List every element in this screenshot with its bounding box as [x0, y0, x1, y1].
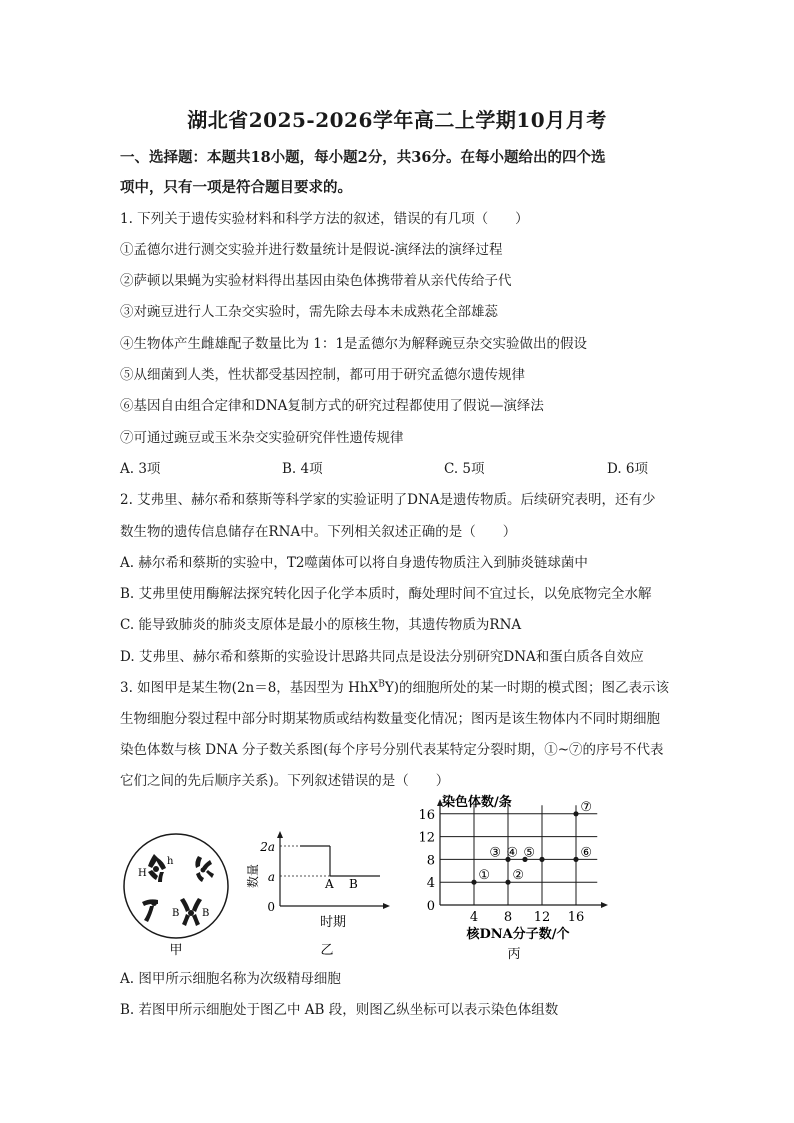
- bing-data-point: [573, 857, 578, 862]
- q1-option-d: D. 6项: [607, 461, 649, 477]
- yi-tick-2a: 2a: [260, 840, 275, 854]
- bing-y-tick: 12: [418, 830, 435, 846]
- bing-points: [471, 800, 592, 885]
- yi-x-label: 时期: [319, 915, 347, 930]
- q3-stem-line2: 生物细胞分裂过程中部分时期某物质或结构数量变化情况；图丙是该生物体内不同时期细胞: [120, 711, 660, 727]
- q3-stem-line4: 它们之间的先后顺序关系)。下列叙述错误的是（ ）: [120, 773, 450, 789]
- q2-option-d: D. 艾弗里、赫尔希和蔡斯的实验设计思路共同点是设法分别研究DNA和蛋白质各自效应: [120, 649, 644, 665]
- q1-statement: ①孟德尔进行测交实验并进行数量统计是假说-演绎法的演绎过程: [120, 242, 503, 258]
- q1-statement: ⑤从细菌到人类，性状都受基因控制，都可用于研究孟德尔遗传规律: [120, 367, 525, 383]
- bing-y-tick: 8: [426, 853, 435, 869]
- bing-data-point: [471, 880, 476, 885]
- q1-statement: ③对豌豆进行人工杂交实验时，需先除去母本未成熟花全部雄蕊: [120, 304, 498, 320]
- q3-stem-line3: 染色体数与核 DNA 分子数关系图(每个序号分别代表某特定分裂时期，①~⑦的序号不代表: [120, 742, 664, 758]
- figure-bing: [410, 790, 620, 962]
- q2-option-b: B. 艾弗里使用酶解法探究转化因子化学本质时，酶处理时间不宜过长，以免底物完全水解: [120, 586, 652, 602]
- q2-option-a: A. 赫尔希和蔡斯的实验中，T2噬菌体可以将自身遗传物质注入到肺炎链球菌中: [120, 555, 588, 571]
- section-heading-line1: 一、选择题：本题共18小题，每小题2分，共36分。在每小题给出的四个选: [120, 149, 606, 166]
- yi-step-line: [280, 846, 380, 876]
- bing-y-label: 染色体数/条: [442, 795, 512, 810]
- chromosome-pair-h: [148, 854, 166, 882]
- bing-y-tick: 4: [426, 876, 435, 892]
- gene-label-H: H: [138, 868, 147, 879]
- cell-membrane: [124, 834, 228, 938]
- gene-label-h: h: [167, 856, 174, 867]
- bing-y-ticks: [418, 808, 435, 914]
- bing-y-tick: 16: [418, 807, 435, 823]
- gene-label-B-right: B: [202, 908, 210, 919]
- yi-point-A: A: [325, 877, 334, 891]
- q1-option-c: C. 5项: [444, 461, 485, 477]
- yi-point-B: B: [349, 877, 358, 891]
- yi-x-arrow-icon: [383, 903, 390, 909]
- figure-bing-caption: 丙: [507, 947, 521, 962]
- gene-label-B-left: B: [172, 908, 180, 919]
- bing-x-label: 核DNA分子数/个: [466, 927, 570, 942]
- yi-y-arrow-icon: [277, 831, 283, 838]
- bing-data-point: [573, 811, 578, 816]
- q3-stem-text-b: Y)的细胞所处的某一时期的模式图；图乙表示该: [384, 680, 669, 696]
- bing-point-label: ④: [506, 845, 519, 861]
- bing-x-tick: 8: [503, 910, 513, 925]
- yi-tick-a: a: [267, 870, 275, 884]
- bing-point-label: ②: [512, 868, 525, 884]
- q3-stem-line1: [120, 676, 669, 696]
- bing-x-tick: 16: [567, 910, 585, 925]
- bing-point-label: ⑤: [523, 845, 536, 861]
- q1-option-b: B. 4项: [282, 461, 323, 477]
- chromosome-pair-right: [195, 856, 214, 882]
- yi-origin: 0: [267, 900, 275, 914]
- q3-option-a: A. 图甲所示细胞名称为次级精母细胞: [120, 971, 341, 987]
- figure-jia: [118, 828, 238, 958]
- bing-x-tick: 12: [533, 910, 551, 925]
- bing-point-label: ⑦: [580, 799, 593, 815]
- bing-point-label: ①: [478, 868, 491, 884]
- q3-stem-superscript: B: [378, 679, 385, 690]
- bing-x-arrow-icon: [601, 902, 608, 908]
- bing-grid: [440, 805, 597, 905]
- bing-y-tick: 0: [426, 899, 435, 914]
- q3-stem-text-a: 3. 如图甲是某生物(2n＝8，基因型为 HhX: [120, 680, 379, 696]
- q2-stem-line1: 2. 艾弗里、赫尔希和蔡斯等科学家的实验证明了DNA是遗传物质。后续研究表明，还有少: [120, 492, 656, 508]
- q1-stem: 1. 下列关于遗传实验材料和科学方法的叙述，错误的有几项（ ）: [120, 211, 529, 227]
- bing-point-label: ③: [489, 845, 502, 861]
- page-title: 湖北省2025-2026学年高二上学期10月月考: [187, 108, 607, 132]
- q3-option-b: B. 若图甲所示细胞处于图乙中 AB 段，则图乙纵坐标可以表示染色体组数: [120, 1002, 559, 1018]
- q1-statement: ⑦可通过豌豆或玉米杂交实验研究伴性遗传规律: [120, 430, 404, 446]
- q2-stem-line2: 数生物的遗传信息储存在RNA中。下列相关叙述正确的是（ ）: [120, 524, 517, 540]
- bing-data-point: [539, 857, 544, 862]
- figure-yi-caption: 乙: [320, 943, 334, 958]
- q1-statement: ②萨顿以果蝇为实验材料得出基因由染色体携带着从亲代传给子代: [120, 273, 512, 289]
- bing-x-tick: 4: [469, 910, 479, 925]
- bing-point-label: ⑥: [580, 845, 593, 861]
- bing-x-ticks: [470, 910, 584, 925]
- bing-data-point: [505, 880, 510, 885]
- yi-y-label: 数量: [246, 863, 260, 889]
- q1-statement: ⑥基因自由组合定律和DNA复制方式的研究过程都使用了假说—演绎法: [120, 398, 544, 414]
- q2-option-c: C. 能导致肺炎的肺炎支原体是最小的原核生物，其遗传物质为RNA: [120, 617, 522, 633]
- figure-jia-caption: 甲: [169, 943, 183, 958]
- q1-option-a: A. 3项: [120, 461, 161, 477]
- chromosome-pair-lower-left: [142, 899, 158, 922]
- figure-yi: [245, 828, 395, 958]
- section-heading-line2: 项中，只有一项是符合题目要求的。: [120, 179, 352, 196]
- chromosome-pair-B: [180, 898, 202, 926]
- q1-statement: ④生物体产生雌雄配子数量比为 1：1是孟德尔为解释豌豆杂交实验做出的假设: [120, 336, 587, 352]
